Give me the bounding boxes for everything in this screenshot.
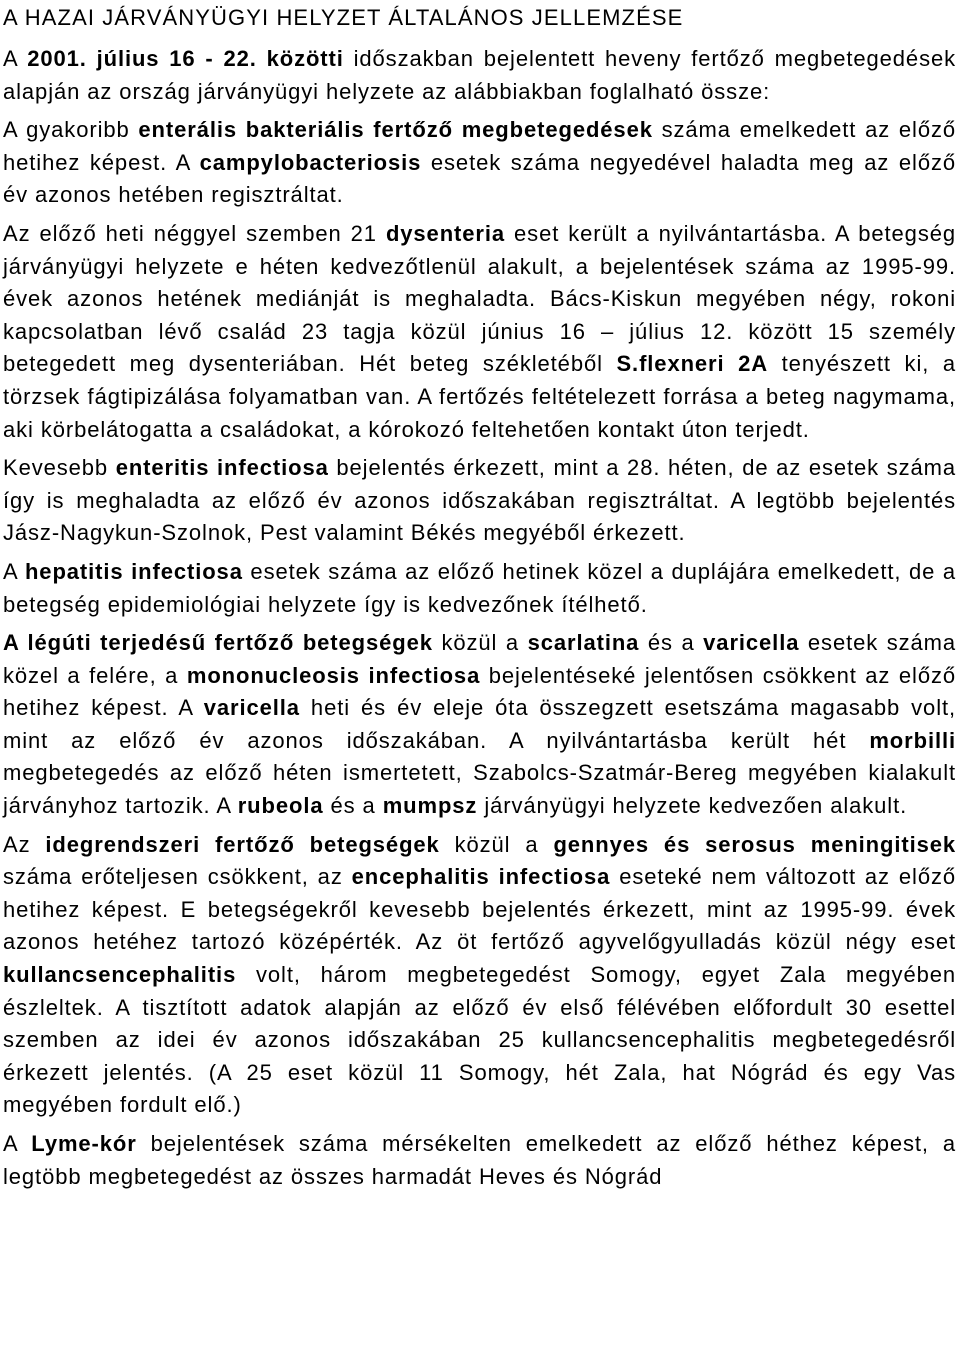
bold-text-run: morbilli bbox=[869, 727, 956, 753]
paragraph bbox=[3, 43, 956, 108]
bold-text-run: rubeola bbox=[237, 793, 324, 819]
text-run: Az bbox=[3, 831, 46, 857]
bold-text-run: enteritis infectiosa bbox=[115, 455, 329, 481]
text-run: eset került a nyilvántartásba. A betegség járványügyi helyzete e héten kedvezőtlenül alakult, a bejelentések száma az 1995-99. évek azonos hetének mediánját is meghaladta. Bács-Kiskun megyében négy, rokoni kapcsolatban lévő család 23 tagja közül június 16 – július 12. között 15 személy betegedett meg dysenteriában. Hét beteg székletéből bbox=[3, 220, 956, 377]
paragraph bbox=[3, 829, 956, 1122]
bold-text-run: encephalitis infectiosa bbox=[351, 864, 611, 890]
text-run: A bbox=[3, 1131, 32, 1156]
text-run: bejelentés érkezett, mint a 28. héten, de az esetek száma így is meghaladta az előző év azonos időszakában regisztráltat. A legtöbb bejelentés Jász-Nagykun-Szolnok, Pest valamint Békés megyéből érkezett. bbox=[3, 455, 956, 546]
text-run: heti és év eleje óta összegzett esetszáma magasabb volt, mint az előző év azonos időszakában. A nyilvántartásba került hét bbox=[3, 695, 957, 753]
text-run: közül a bbox=[432, 630, 528, 656]
bold-text-run: varicella bbox=[703, 630, 800, 656]
bold-text-run: mumpsz bbox=[382, 793, 478, 819]
text-run: Az előző heti néggyel szemben 21 bbox=[3, 220, 386, 246]
paragraph bbox=[3, 627, 956, 823]
text-run: járványügyi helyzete kedvezően alakult. bbox=[477, 793, 908, 819]
document-body bbox=[3, 43, 956, 1193]
bold-text-run: 2001. július 16 - 22. közötti bbox=[27, 46, 344, 71]
paragraph bbox=[3, 114, 956, 212]
page-title: A HAZAI JÁRVÁNYÜGYI HELYZET ÁLTALÁNOS JELLEMZÉSE bbox=[3, 5, 684, 30]
text-run: A bbox=[3, 558, 25, 584]
paragraph bbox=[3, 452, 956, 550]
paragraph bbox=[3, 556, 956, 621]
bold-text-run: mononucleosis infectiosa bbox=[186, 662, 481, 688]
bold-text-run: gennyes és serosus meningitisek bbox=[553, 831, 957, 857]
bold-text-run: S.flexneri 2A bbox=[616, 351, 769, 377]
text-run: eseteké nem változott az előző hetihez képest. E betegségekről kevesebb bejelentés érkezett, mint az 1995-99. évek azonos hetéhez tartozó középérték. Az öt fertőző agyvelőgyulladás közül négy eset bbox=[3, 864, 956, 955]
bold-text-run: Lyme-kór bbox=[31, 1131, 137, 1156]
text-run: és a bbox=[639, 630, 704, 656]
bold-text-run: idegrendszeri fertőző betegségek bbox=[45, 831, 440, 857]
paragraph bbox=[3, 1128, 956, 1193]
text-run: bejelentések száma mérsékelten emelkedett az előző héthez képest, a legtöbb megbetegedést az összes harmadát Heves és Nógrád bbox=[3, 1131, 956, 1189]
text-run: időszakban bejelentett heveny fertőző megbetegedések alapján az ország járványügyi helyzete az alábbiakban foglalható össze: bbox=[3, 46, 957, 104]
bold-text-run: campylobacteriosis bbox=[199, 149, 422, 175]
text-run: esetek száma közel a felére, a bbox=[3, 630, 956, 688]
text-run: A bbox=[3, 46, 28, 71]
bold-text-run: hepatitis infectiosa bbox=[24, 558, 243, 584]
text-run: száma emelkedett az előző hetihez képest. A bbox=[3, 117, 956, 175]
text-run: közül a bbox=[439, 831, 554, 857]
bold-text-run: varicella bbox=[203, 695, 300, 721]
text-run: A gyakoribb bbox=[3, 117, 139, 143]
text-run: száma erőteljesen csökkent, az bbox=[3, 864, 352, 890]
bold-text-run: kullancsencephalitis bbox=[3, 962, 237, 988]
bold-text-run: scarlatina bbox=[527, 630, 640, 656]
text-run: volt, három megbetegedést Somogy, egyet Zala megyében észleltek. A tisztított adatok alapján az előző év első félévében előfordult 30 esettel szemben az idei év azonos időszakában 25 kullancsencephalitis megbetegedésről érkezett jelentés. (A 25 eset közül 11 Somogy, hét Zala, hat Nógrád és egy Vas megyében fordult elő.) bbox=[3, 962, 956, 1118]
bold-text-run: A légúti terjedésű fertőző betegségek bbox=[3, 630, 433, 656]
text-run: Kevesebb bbox=[3, 455, 116, 481]
bold-text-run: dysenteria bbox=[385, 220, 506, 246]
text-run: tenyészett ki, a törzsek fágtipizálása folyamatban van. A fertőzés feltételezett forrása a beteg nagymama, aki körbelátogatta a családokat, a kórokozó feltehetően kontakt úton terjedt. bbox=[3, 351, 956, 442]
text-run: és a bbox=[323, 793, 383, 819]
text-run: esetek száma az előző hetinek közel a duplájára emelkedett, de a betegség epidemiológiai helyzete így is kedvezőnek ítélhető. bbox=[3, 558, 956, 617]
paragraph bbox=[3, 218, 956, 446]
text-run: megbetegedés az előző héten ismertetett, Szabolcs-Szatmár-Bereg megyében kialakult járványhoz tartozik. A bbox=[3, 760, 956, 819]
text-run: bejelentéseké jelentősen csökkent az előző hetihez képest. A bbox=[3, 662, 956, 721]
bold-text-run: enterális bakteriális fertőző megbetegedések bbox=[138, 117, 653, 143]
text-run: esetek száma negyedével haladta meg az előző év azonos hetében regisztráltat. bbox=[3, 149, 957, 208]
